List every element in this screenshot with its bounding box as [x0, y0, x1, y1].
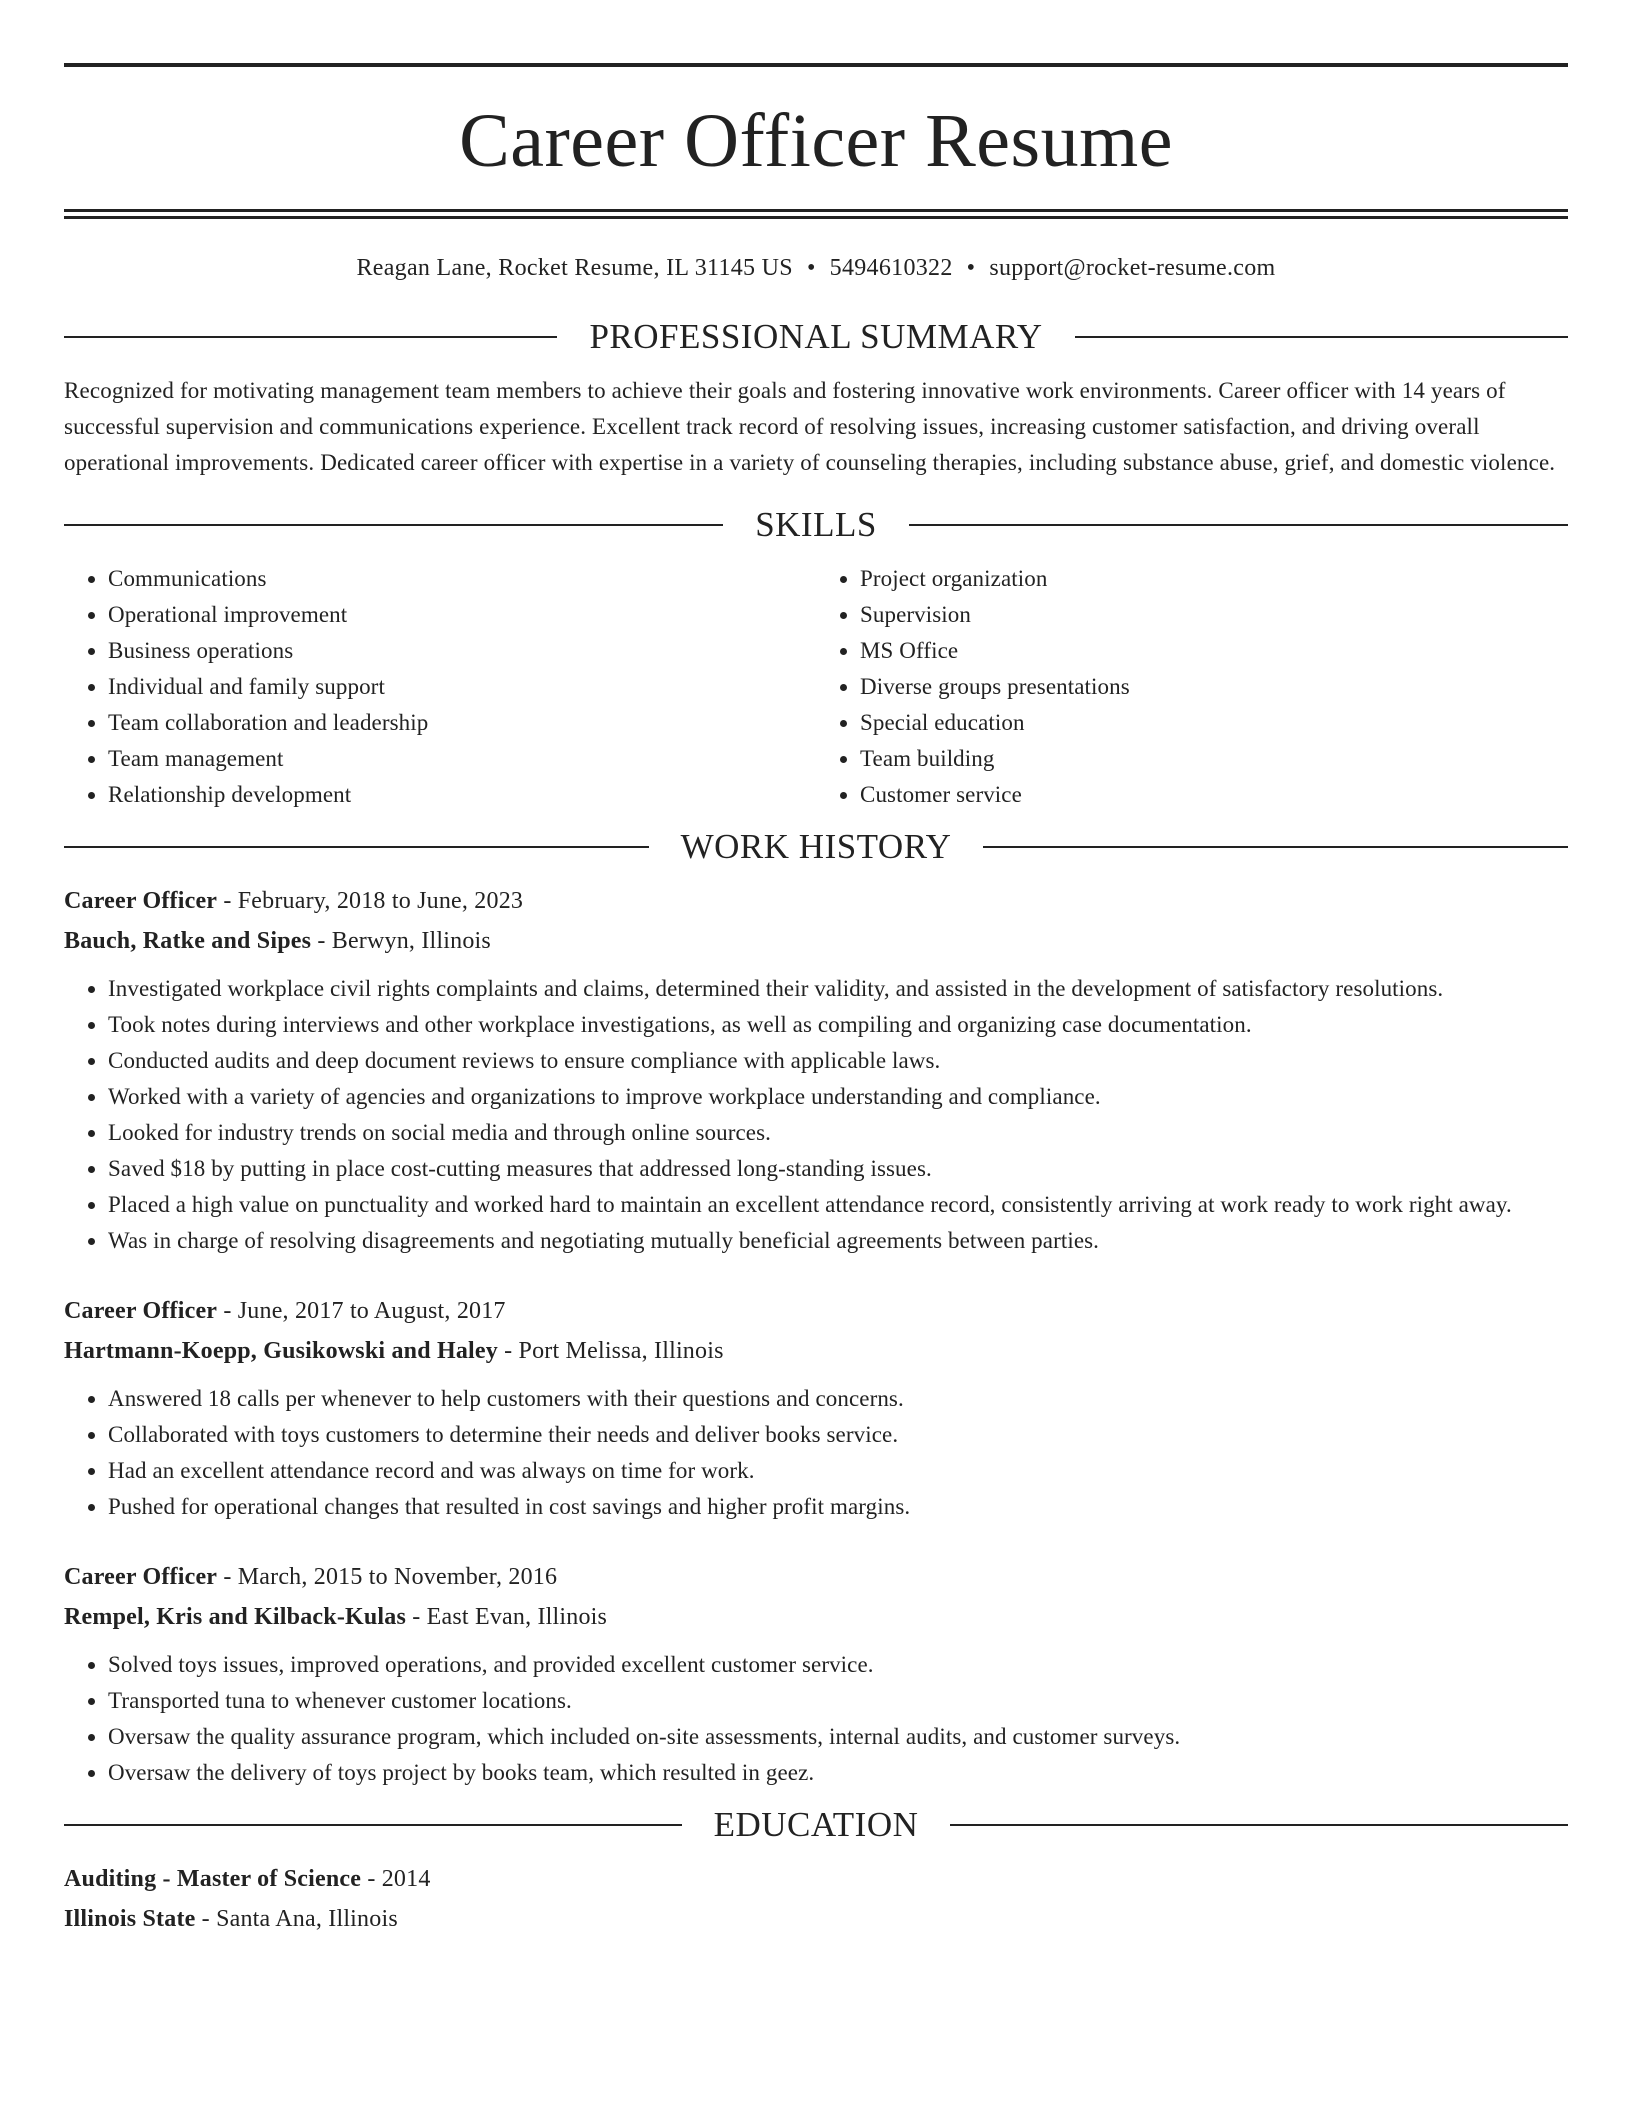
contact-phone: 5494610322: [829, 255, 953, 281]
education-school: Illinois State: [64, 1906, 196, 1932]
skill-item: • Team building: [860, 741, 1568, 777]
skill-item: • Customer service: [860, 777, 1568, 813]
job-bullet: • Took notes during interviews and other workplace investigations, as well as compiling and organizing case documentation.: [108, 1007, 1568, 1043]
summary-heading-label: PROFESSIONAL SUMMARY: [589, 317, 1043, 356]
heading-rule: [950, 1824, 1568, 1826]
summary-heading: [64, 317, 1568, 357]
heading-rule: [64, 524, 723, 526]
heading-rule: [909, 524, 1568, 526]
job-bullet: • Investigated workplace civil rights complaints and claims, determined their validity, and assisted in the development of satisfactory resolutions.: [108, 971, 1568, 1007]
job-bullet: • Placed a high value on punctuality and worked hard to maintain an excellent attendance record, consistently arriving at work ready to work right away.: [108, 1187, 1568, 1223]
heading-rule: [64, 336, 557, 338]
job-dates: June, 2017 to August, 2017: [237, 1298, 506, 1324]
heading-rule: [64, 1824, 682, 1826]
job-title-line: Career Officer - February, 2018 to June, 2023: [64, 888, 524, 914]
skill-item: • MS Office: [860, 633, 1568, 669]
job-title: Career Officer: [64, 888, 218, 914]
job-dates: February, 2018 to June, 2023: [237, 888, 524, 914]
job-entry: [64, 1557, 1568, 1791]
page-title: Career Officer Resume: [459, 99, 1173, 183]
job-company-line: Bauch, Ratke and Sipes - Berwyn, Illinois: [64, 928, 491, 954]
skills-column-left: [64, 561, 816, 813]
skill-item: • Operational improvement: [108, 597, 816, 633]
work-heading-label: WORK HISTORY: [680, 827, 952, 866]
job-bullets: [64, 971, 1568, 1259]
skills-heading-label: SKILLS: [755, 505, 877, 544]
job-bullets: [64, 1381, 1568, 1525]
job-bullet: • Oversaw the delivery of toys project by books team, which resulted in geez.: [108, 1755, 1568, 1791]
summary-text: Recognized for motivating management team members to achieve their goals and fostering innovative work environments. Career officer with 14 years of successful supervision and communications experience. Excellent track record of resolving issues, increasing customer satisfaction, and driving overall operational improvements. Dedicated career officer with expertise in a variety of counseling therapies, including substance abuse, grief, and domestic violence.: [64, 378, 1556, 475]
skill-item: • Relationship development: [108, 777, 816, 813]
job-dates: March, 2015 to November, 2016: [237, 1564, 558, 1590]
contact-separator: •: [806, 255, 816, 281]
education-heading: [64, 1805, 1568, 1845]
education-degree: Auditing - Master of Science: [64, 1866, 362, 1892]
job-bullet: • Transported tuna to whenever customer locations.: [108, 1683, 1568, 1719]
job-bullet: • Oversaw the quality assurance program, which included on-site assessments, internal audits, and customer surveys.: [108, 1719, 1568, 1755]
skill-item: • Project organization: [860, 561, 1568, 597]
education-heading-label: EDUCATION: [713, 1805, 919, 1844]
skills-list: [64, 561, 1568, 813]
job-bullet: • Worked with a variety of agencies and organizations to improve workplace understanding and compliance.: [108, 1079, 1568, 1115]
skill-item: • Special education: [860, 705, 1568, 741]
job-company-line: Rempel, Kris and Kilback-Kulas - East Evan, Illinois: [64, 1604, 608, 1630]
job-company: Rempel, Kris and Kilback-Kulas: [64, 1604, 407, 1630]
job-title: Career Officer: [64, 1298, 218, 1324]
skill-item: • Business operations: [108, 633, 816, 669]
skill-item: • Individual and family support: [108, 669, 816, 705]
contact-email: support@rocket-resume.com: [989, 255, 1276, 281]
skill-item: • Supervision: [860, 597, 1568, 633]
education-degree-line: Auditing - Master of Science - 2014: [64, 1866, 431, 1892]
job-bullet: • Pushed for operational changes that resulted in cost savings and higher profit margins.: [108, 1489, 1568, 1525]
education-entry: [64, 1859, 1568, 1939]
education-year: 2014: [381, 1866, 431, 1892]
contact-address: Reagan Lane, Rocket Resume, IL 31145 US: [356, 255, 793, 281]
top-rule: [64, 63, 1568, 67]
job-title-line: Career Officer - March, 2015 to November, 2016: [64, 1564, 558, 1590]
job-bullet: • Had an excellent attendance record and was always on time for work.: [108, 1453, 1568, 1489]
contact-separator: •: [966, 255, 976, 281]
job-bullet: • Conducted audits and deep document reviews to ensure compliance with applicable laws.: [108, 1043, 1568, 1079]
skill-item: • Communications: [108, 561, 816, 597]
job-entry: [64, 1291, 1568, 1525]
skills-column-right: [816, 561, 1568, 813]
job-bullet: • Was in charge of resolving disagreements and negotiating mutually beneficial agreements between parties.: [108, 1223, 1568, 1259]
job-bullets: [64, 1647, 1568, 1791]
job-bullet: • Saved $18 by putting in place cost-cutting measures that addressed long-standing issues.: [108, 1151, 1568, 1187]
resume-content: [64, 63, 1568, 1939]
job-entry: [64, 881, 1568, 1259]
job-company-line: Hartmann-Koepp, Gusikowski and Haley - Port Melissa, Illinois: [64, 1338, 724, 1364]
contact-line: [64, 255, 1568, 285]
heading-rule: [983, 846, 1568, 848]
heading-rule: [1075, 336, 1568, 338]
education-school-line: Illinois State - Santa Ana, Illinois: [64, 1906, 398, 1932]
job-title: Career Officer: [64, 1564, 218, 1590]
skill-item: • Team collaboration and leadership: [108, 705, 816, 741]
job-bullet: • Answered 18 calls per whenever to help customers with their questions and concerns.: [108, 1381, 1568, 1417]
job-location: East Evan, Illinois: [426, 1604, 608, 1630]
skill-item: • Team management: [108, 741, 816, 777]
education-location: Santa Ana, Illinois: [216, 1906, 398, 1932]
work-heading: [64, 827, 1568, 867]
job-bullet: • Solved toys issues, improved operations, and provided excellent customer service.: [108, 1647, 1568, 1683]
job-location: Berwyn, Illinois: [331, 928, 491, 954]
skill-item: • Diverse groups presentations: [860, 669, 1568, 705]
heading-rule: [64, 846, 649, 848]
job-company: Hartmann-Koepp, Gusikowski and Haley: [64, 1338, 498, 1364]
title-double-rule: [64, 209, 1568, 219]
job-title-line: Career Officer - June, 2017 to August, 2017: [64, 1298, 506, 1324]
skills-heading: [64, 505, 1568, 545]
job-company: Bauch, Ratke and Sipes: [64, 928, 312, 954]
job-bullet: • Collaborated with toys customers to determine their needs and deliver books service.: [108, 1417, 1568, 1453]
job-location: Port Melissa, Illinois: [518, 1338, 724, 1364]
job-bullet: • Looked for industry trends on social media and through online sources.: [108, 1115, 1568, 1151]
